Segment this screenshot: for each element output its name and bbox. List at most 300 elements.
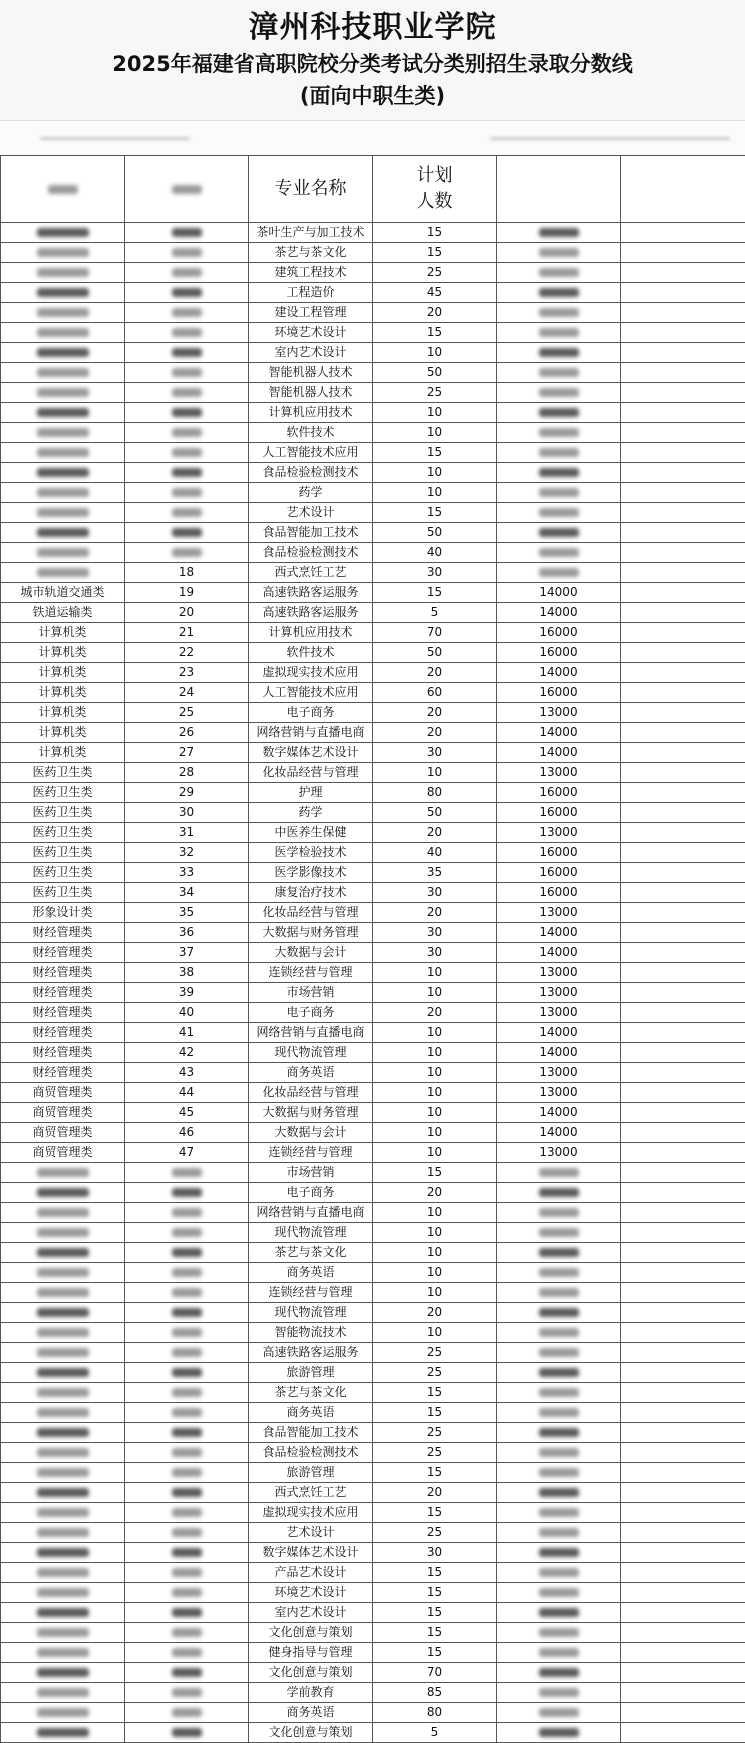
redacted-mark	[37, 388, 89, 397]
cell-major: 商务英语	[249, 1063, 373, 1083]
cell-extra	[621, 1063, 745, 1083]
cell-category	[1, 383, 125, 403]
cell-score: 14000	[497, 1043, 621, 1063]
redacted-mark	[539, 368, 579, 377]
redacted-mark	[37, 1308, 89, 1317]
cell-major: 工程造价	[249, 283, 373, 303]
cell-score: 16000	[497, 643, 621, 663]
redacted-mark	[172, 1548, 202, 1557]
cell-number	[125, 1723, 249, 1743]
table-row	[1, 723, 745, 743]
cell-category	[1, 1603, 125, 1623]
cell-major: 学前教育	[249, 1683, 373, 1703]
cell-score	[497, 1183, 621, 1203]
cell-score: 16000	[497, 883, 621, 903]
cell-plan: 30	[373, 743, 497, 763]
cell-major: 数字媒体艺术设计	[249, 1543, 373, 1563]
cell-major: 市场营销	[249, 1163, 373, 1183]
cell-major: 计算机应用技术	[249, 623, 373, 643]
redacted-mark	[172, 1428, 202, 1437]
cell-score: 14000	[497, 583, 621, 603]
cell-score	[497, 1443, 621, 1463]
cell-extra	[621, 903, 745, 923]
cell-major: 高速铁路客运服务	[249, 1343, 373, 1363]
cell-score: 14000	[497, 743, 621, 763]
cell-extra	[621, 343, 745, 363]
cell-plan: 10	[373, 343, 497, 363]
table-row	[1, 1443, 745, 1463]
redacted-mark	[539, 348, 579, 357]
cell-number: 46	[125, 1123, 249, 1143]
cell-plan: 15	[373, 1503, 497, 1523]
cell-major: 软件技术	[249, 643, 373, 663]
redacted-mark	[37, 1648, 89, 1657]
cell-score	[497, 1643, 621, 1663]
cell-plan: 30	[373, 883, 497, 903]
redacted-mark	[172, 1728, 202, 1737]
cell-extra	[621, 943, 745, 963]
cell-major: 中医养生保健	[249, 823, 373, 843]
cell-major: 大数据与财务管理	[249, 1103, 373, 1123]
table-row	[1, 1163, 745, 1183]
cell-score	[497, 1423, 621, 1443]
cell-score	[497, 1623, 621, 1643]
cell-plan: 5	[373, 1723, 497, 1743]
cell-score	[497, 483, 621, 503]
cell-plan: 15	[373, 1463, 497, 1483]
cell-plan: 5	[373, 603, 497, 623]
cell-major: 人工智能技术应用	[249, 443, 373, 463]
table-row	[1, 1703, 745, 1723]
redacted-mark	[172, 1348, 202, 1357]
cell-extra	[621, 1583, 745, 1603]
cell-plan: 50	[373, 643, 497, 663]
redacted-mark	[37, 1708, 89, 1717]
cell-plan: 15	[373, 323, 497, 343]
cell-major: 电子商务	[249, 703, 373, 723]
cell-number: 39	[125, 983, 249, 1003]
cell-score: 16000	[497, 803, 621, 823]
redacted-mark	[172, 1228, 202, 1237]
redacted-mark	[37, 568, 89, 577]
cell-category	[1, 323, 125, 343]
cell-category	[1, 1543, 125, 1563]
cell-extra	[621, 663, 745, 683]
redacted-mark	[539, 448, 579, 457]
table-row	[1, 1283, 745, 1303]
cell-category	[1, 1523, 125, 1543]
cell-major: 室内艺术设计	[249, 1603, 373, 1623]
cell-major: 现代物流管理	[249, 1043, 373, 1063]
redacted-mark	[539, 1728, 579, 1737]
cell-extra	[621, 1663, 745, 1683]
cell-extra	[621, 1623, 745, 1643]
cell-extra	[621, 583, 745, 603]
redacted-mark	[539, 1488, 579, 1497]
redacted-mark	[37, 1488, 89, 1497]
cell-plan: 20	[373, 663, 497, 683]
table-row	[1, 1463, 745, 1483]
cell-extra	[621, 763, 745, 783]
redacted-mark	[539, 488, 579, 497]
cell-major: 食品检验检测技术	[249, 543, 373, 563]
cell-category	[1, 1563, 125, 1583]
cell-plan: 20	[373, 703, 497, 723]
redacted-mark	[172, 1688, 202, 1697]
cell-category: 计算机类	[1, 623, 125, 643]
cell-plan: 25	[373, 1443, 497, 1463]
table-row	[1, 623, 745, 643]
cell-major: 大数据与会计	[249, 1123, 373, 1143]
cell-major: 数字媒体艺术设计	[249, 743, 373, 763]
cell-plan: 45	[373, 283, 497, 303]
redacted-mark	[172, 1408, 202, 1417]
redacted-mark	[37, 1408, 89, 1417]
cell-category	[1, 1323, 125, 1343]
redacted-mark	[37, 1208, 89, 1217]
table-row	[1, 1243, 745, 1263]
cell-number	[125, 1563, 249, 1583]
redacted-mark	[172, 1508, 202, 1517]
cell-extra	[621, 1323, 745, 1343]
cell-score: 14000	[497, 943, 621, 963]
cell-major: 茶艺与茶文化	[249, 1383, 373, 1403]
cell-score	[497, 343, 621, 363]
redacted-mark	[172, 448, 202, 457]
cell-extra	[621, 1543, 745, 1563]
cell-category: 铁道运输类	[1, 603, 125, 623]
cell-number: 27	[125, 743, 249, 763]
cell-number: 29	[125, 783, 249, 803]
table-row	[1, 803, 745, 823]
redacted-mark	[37, 1588, 89, 1597]
redacted-mark	[172, 1168, 202, 1177]
redacted-mark	[539, 548, 579, 557]
cell-plan: 20	[373, 303, 497, 323]
redacted-mark	[539, 1288, 579, 1297]
cell-category: 计算机类	[1, 743, 125, 763]
cell-extra	[621, 843, 745, 863]
redacted-mark	[37, 1528, 89, 1537]
cell-number	[125, 263, 249, 283]
cell-plan: 40	[373, 543, 497, 563]
cell-extra	[621, 783, 745, 803]
table-row	[1, 1683, 745, 1703]
cell-plan: 25	[373, 1523, 497, 1543]
cell-major: 虚拟现实技术应用	[249, 1503, 373, 1523]
cell-score: 14000	[497, 1103, 621, 1123]
table-row	[1, 1423, 745, 1443]
table-row	[1, 1123, 745, 1143]
table-row	[1, 303, 745, 323]
cell-extra	[621, 643, 745, 663]
table-row	[1, 1543, 745, 1563]
cell-major: 医学检验技术	[249, 843, 373, 863]
cell-score	[497, 1463, 621, 1483]
cell-extra	[621, 1403, 745, 1423]
cell-score	[497, 423, 621, 443]
cell-plan: 50	[373, 363, 497, 383]
document-scope: (面向中职生类)	[299, 84, 446, 108]
cell-plan: 70	[373, 623, 497, 643]
cell-number: 19	[125, 583, 249, 603]
cell-score: 16000	[497, 623, 621, 643]
cell-major: 文化创意与策划	[249, 1663, 373, 1683]
cell-category: 医药卫生类	[1, 803, 125, 823]
cell-category	[1, 1623, 125, 1643]
redacted-mark	[172, 1488, 202, 1497]
cell-score	[497, 523, 621, 543]
cell-extra	[621, 1443, 745, 1463]
cell-plan: 50	[373, 523, 497, 543]
cell-score: 14000	[497, 663, 621, 683]
cell-number	[125, 1603, 249, 1623]
redacted-mark	[172, 428, 202, 437]
cell-number	[125, 1283, 249, 1303]
cell-major: 大数据与会计	[249, 943, 373, 963]
cell-category	[1, 1283, 125, 1303]
cell-plan: 15	[373, 1383, 497, 1403]
cell-major: 化妆品经营与管理	[249, 903, 373, 923]
cell-plan: 15	[373, 503, 497, 523]
cell-category	[1, 523, 125, 543]
cell-major: 食品智能加工技术	[249, 1423, 373, 1443]
cell-major: 智能物流技术	[249, 1323, 373, 1343]
header-plan	[373, 156, 497, 223]
cell-plan: 15	[373, 583, 497, 603]
cell-major: 旅游管理	[249, 1463, 373, 1483]
cell-score	[497, 1163, 621, 1183]
table-row	[1, 763, 745, 783]
redacted-mark	[539, 228, 579, 237]
redacted-mark	[37, 368, 89, 377]
redacted-mark	[37, 1508, 89, 1517]
cell-number	[125, 1483, 249, 1503]
cell-extra	[621, 503, 745, 523]
cell-extra	[621, 723, 745, 743]
cell-plan: 10	[373, 1143, 497, 1163]
table-row	[1, 1043, 745, 1063]
table-row	[1, 1523, 745, 1543]
cell-number	[125, 323, 249, 343]
cell-extra	[621, 1683, 745, 1703]
cell-major: 药学	[249, 483, 373, 503]
cell-category	[1, 1583, 125, 1603]
redacted-mark	[37, 268, 89, 277]
cell-category	[1, 1703, 125, 1723]
redacted-mark	[37, 1468, 89, 1477]
redacted-mark	[539, 1568, 579, 1577]
cell-score	[497, 1563, 621, 1583]
cell-number	[125, 1383, 249, 1403]
redacted-mark	[172, 488, 202, 497]
table-row	[1, 1323, 745, 1343]
cell-extra	[621, 1223, 745, 1243]
cell-extra	[621, 283, 745, 303]
cell-category	[1, 463, 125, 483]
cell-extra	[621, 1023, 745, 1043]
redacted-mark	[37, 1168, 89, 1177]
cell-number: 21	[125, 623, 249, 643]
cell-category	[1, 263, 125, 283]
cell-major: 建筑工程技术	[249, 263, 373, 283]
redacted-smear	[490, 137, 730, 140]
table-row	[1, 243, 745, 263]
cell-extra	[621, 1523, 745, 1543]
cell-plan: 20	[373, 1483, 497, 1503]
table-row	[1, 1103, 745, 1123]
cell-category	[1, 1243, 125, 1263]
redacted-mark	[539, 428, 579, 437]
table-row	[1, 1603, 745, 1623]
redacted-mark	[172, 1708, 202, 1717]
cell-category: 计算机类	[1, 723, 125, 743]
cell-extra	[621, 1563, 745, 1583]
admission-table	[0, 155, 745, 1743]
cell-number: 45	[125, 1103, 249, 1123]
cell-score	[497, 1483, 621, 1503]
cell-score	[497, 1603, 621, 1623]
cell-number	[125, 1163, 249, 1183]
cell-score	[497, 323, 621, 343]
cell-plan: 50	[373, 803, 497, 823]
cell-major: 智能机器人技术	[249, 363, 373, 383]
cell-extra	[621, 1703, 745, 1723]
cell-category	[1, 423, 125, 443]
cell-score	[497, 403, 621, 423]
redacted-mark	[172, 368, 202, 377]
cell-major: 食品智能加工技术	[249, 523, 373, 543]
table-row	[1, 283, 745, 303]
table-row	[1, 363, 745, 383]
redacted-mark	[172, 1628, 202, 1637]
cell-plan: 30	[373, 563, 497, 583]
cell-score	[497, 443, 621, 463]
cell-category	[1, 1363, 125, 1383]
cell-plan: 10	[373, 763, 497, 783]
cell-number	[125, 1423, 249, 1443]
redacted-mark	[539, 1688, 579, 1697]
cell-number	[125, 1263, 249, 1283]
cell-major: 人工智能技术应用	[249, 683, 373, 703]
table-row	[1, 1203, 745, 1223]
cell-major: 高速铁路客运服务	[249, 603, 373, 623]
redacted-mark	[37, 428, 89, 437]
cell-score	[497, 1503, 621, 1523]
cell-number	[125, 543, 249, 563]
document-subtitle: 2025年福建省高职院校分类考试分类别招生录取分数线	[112, 52, 633, 76]
cell-number	[125, 1343, 249, 1363]
redacted-mark	[37, 228, 89, 237]
cell-extra	[621, 223, 745, 243]
cell-category	[1, 1403, 125, 1423]
cell-category	[1, 1203, 125, 1223]
redacted-mark	[37, 1328, 89, 1337]
cell-number	[125, 1683, 249, 1703]
cell-plan: 15	[373, 1583, 497, 1603]
cell-score: 13000	[497, 703, 621, 723]
cell-extra	[621, 1203, 745, 1223]
cell-number	[125, 1463, 249, 1483]
cell-extra	[621, 863, 745, 883]
redacted-mark	[37, 1228, 89, 1237]
cell-category	[1, 1463, 125, 1483]
table-row	[1, 1623, 745, 1643]
cell-score: 14000	[497, 603, 621, 623]
cell-number	[125, 1323, 249, 1343]
cell-extra	[621, 443, 745, 463]
redacted-mark	[37, 528, 89, 537]
cell-number: 38	[125, 963, 249, 983]
cell-category: 商贸管理类	[1, 1143, 125, 1163]
cell-score	[497, 1203, 621, 1223]
cell-major: 连锁经营与管理	[249, 1283, 373, 1303]
table-row	[1, 683, 745, 703]
redacted-mark	[37, 1628, 89, 1637]
cell-extra	[621, 1003, 745, 1023]
cell-number	[125, 1503, 249, 1523]
cell-score	[497, 1583, 621, 1603]
cell-category	[1, 1263, 125, 1283]
cell-score	[497, 1363, 621, 1383]
redacted-mark	[539, 1628, 579, 1637]
cell-category: 医药卫生类	[1, 863, 125, 883]
redacted-mark	[37, 1428, 89, 1437]
redacted-mark	[539, 248, 579, 257]
cell-category: 医药卫生类	[1, 763, 125, 783]
redacted-mark	[172, 328, 202, 337]
redacted-mark	[539, 568, 579, 577]
redacted-mark	[172, 1608, 202, 1617]
cell-extra	[621, 983, 745, 1003]
cell-score: 16000	[497, 683, 621, 703]
redacted-mark	[172, 1208, 202, 1217]
cell-extra	[621, 1423, 745, 1443]
redacted-mark	[172, 1648, 202, 1657]
cell-number	[125, 283, 249, 303]
cell-major: 文化创意与策划	[249, 1623, 373, 1643]
cell-major: 艺术设计	[249, 1523, 373, 1543]
cell-number: 42	[125, 1043, 249, 1063]
redacted-mark	[37, 1688, 89, 1697]
cell-major: 食品检验检测技术	[249, 463, 373, 483]
table-row	[1, 1503, 745, 1523]
cell-category: 财经管理类	[1, 963, 125, 983]
table-row	[1, 583, 745, 603]
cell-score	[497, 463, 621, 483]
cell-category: 财经管理类	[1, 1063, 125, 1083]
redacted-mark	[172, 1668, 202, 1677]
table-row	[1, 1483, 745, 1503]
cell-number: 24	[125, 683, 249, 703]
header-number	[125, 156, 249, 223]
redacted-mark	[37, 1388, 89, 1397]
cell-number	[125, 483, 249, 503]
cell-number	[125, 1403, 249, 1423]
cell-category: 计算机类	[1, 643, 125, 663]
table-row	[1, 1723, 745, 1743]
cell-extra	[621, 1503, 745, 1523]
cell-plan: 25	[373, 1343, 497, 1363]
redacted-mark	[172, 1448, 202, 1457]
cell-score	[497, 1403, 621, 1423]
cell-extra	[621, 1303, 745, 1323]
redacted-mark	[37, 328, 89, 337]
cell-plan: 60	[373, 683, 497, 703]
table-row	[1, 943, 745, 963]
redacted-mark	[172, 268, 202, 277]
cell-category	[1, 343, 125, 363]
